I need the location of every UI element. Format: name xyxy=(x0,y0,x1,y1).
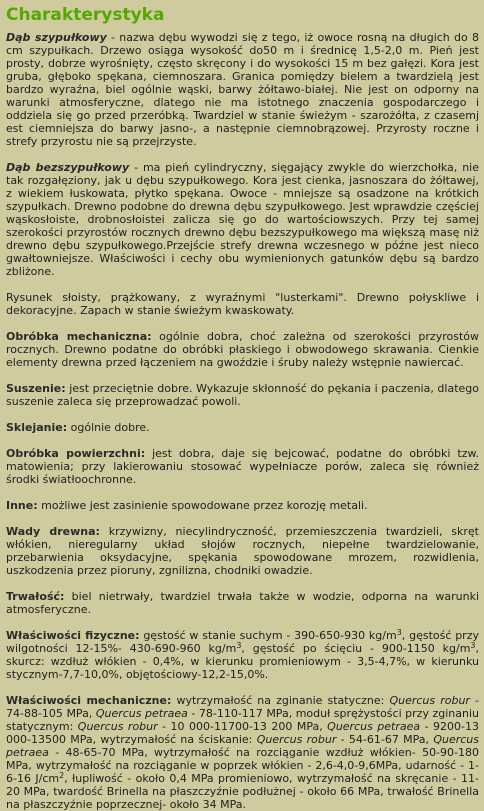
label-wlasciwosci-mechaniczne: Właściwości mechaniczne: xyxy=(6,694,172,707)
text-run: - 48-65-70 MPa, wytrzymałość na rozciąganie wzdłuż włókien- 50-90-180 MPa, wytrzymałość na rozciąganie w poprzek włókien - 2,6-4,0-9,6MPa, udarność - 1-6-16 J/cm xyxy=(6,746,479,785)
text-run: - 54-61-67 MPa, xyxy=(336,733,434,746)
paragraph-sklejanie xyxy=(6,421,479,434)
term-dab-bezszypulkowy: Dąb bezszypułkowy xyxy=(6,161,130,174)
paragraph-text: jest przeciętnie dobre. Wykazuje skłonność do pękania i paczenia, dlatego suszenie zaleca się przeprowadzać powoli. xyxy=(6,382,479,408)
species-name: Quercus robur xyxy=(389,694,470,707)
text-run: - 10 000-11700-13 200 MPa, xyxy=(157,720,328,733)
label-inne: Inne: xyxy=(6,499,38,512)
text-run: - 74-88-105 MPa, xyxy=(6,694,480,720)
label-obrobka-mechaniczna: Obróbka mechaniczna: xyxy=(6,330,152,343)
paragraph-dab-szypulkowy xyxy=(6,31,479,148)
paragraph-text: biel nietrwały, twardziel trwała także w wodzie, odporna na warunki atmosferyczne. xyxy=(6,590,479,616)
paragraph-text: - ma pień cylindryczny, sięgający zwykle do wierzchołka, nie tak rozgałęziony, jak u dębu szypułkowego. Kora jest cienka, jasnoszara do żółtawej, z wiekiem łuskowata, płytko spękana. Owoce - mniejsze są osadzone na krótkich szypułkach. Drewno podobne do drewna dębu szypułkowego. Jest wprawdzie częściej wąskosłoiste, drobnosłoistei zalicza się go do wartościowszych. Przy tej samej szerokości przyrostów rocznych drewno dębu bezszypułkowego ma większą masę niż drewno dębu szypułkowego.Przejście strefy drewna wczesnego w późne jest nieco gwałtowniejsze. Właściwości i cechy obu wymienionych gatunków dębu są bardzo zbliżone. xyxy=(6,161,479,278)
page-title: Charakterystyka xyxy=(6,5,165,25)
species-name: Quercus petraea xyxy=(6,733,479,759)
label-wady-drewna: Wady drewna: xyxy=(6,525,100,538)
text-run: , gęstość przy wilgotności 12-15%- 430-690-960 kg/m xyxy=(6,629,479,655)
species-name: Quercus petraea xyxy=(95,707,188,720)
text-run: - 78-110-117 MPa, moduł sprężystości przy zginaniu statycznym: xyxy=(6,707,479,733)
text-run: , łupliwość - około 0,4 MPa promieniowo, wytrzymałość na skręcanie - 11-20 MPa, twardość Brinella na płaszczyźnie podłużnej - około 66 MPa, trwałość Brinella na płaszczyźnie poprzecznej- około 34 MPa. xyxy=(6,772,479,811)
paragraph-obrobka-mechaniczna xyxy=(6,330,479,369)
species-name: Quercus robur xyxy=(256,733,337,746)
paragraph-text: krzywizny, niecylindryczność, przemieszczenia twardzieli, skręt włókien, nieregularny układ słojów rocznych, niepełne twardzielowanie, przebarwienia oksydacyjne, spękania spowodowane mrozem, rozwidlenia, uszkodzenia przez pioruny, zgnilizna, chodniki owadzie. xyxy=(6,525,479,577)
text-run: , skurcz: wzdłuż włókien - 0,4%, w kierunku promieniowym - 3,5-4,7%, w kierunku stycznym-7,7-10,0%, objętościowy-12,2-15,0%. xyxy=(6,642,479,681)
paragraph-dab-bezszypulkowy xyxy=(6,161,479,278)
superscript: 3 xyxy=(470,641,476,650)
species-name: Quercus petraea xyxy=(327,720,421,733)
paragraph-obrobka-powierzchni xyxy=(6,447,479,486)
paragraph-inne xyxy=(6,499,479,512)
paragraph-wady-drewna xyxy=(6,525,479,577)
paragraph-wlasciwosci-fizyczne xyxy=(6,629,479,681)
superscript: 3 xyxy=(396,628,402,637)
label-wlasciwosci-fizyczne: Właściwości fizyczne: xyxy=(6,629,140,642)
species-name: Quercus robur xyxy=(77,720,158,733)
text-run: wytrzymałość na zginanie statyczne: xyxy=(171,694,390,707)
paragraph-text: możliwe jest zasinienie spowodowane przez korozję metali. xyxy=(37,499,368,512)
label-obrobka-powierzchni: Obróbka powierzchni: xyxy=(6,447,146,460)
superscript: 3 xyxy=(236,641,242,650)
paragraph-text: ogólnie dobra, choć zależna od szerokości przyrostów rocznych. Drewno podatne do obróbki płaskiego i obwodowego skrawania. Cienkie elementy drewna przed łączeniem na gwoździe i śruby należy wstępnie nawiercać. xyxy=(6,330,479,369)
paragraph-trwalosc xyxy=(6,590,479,616)
paragraph-rysunek: Rysunek słoisty, prążkowany, z wyraźnymi "lusterkami". Drewno połyskliwe i dekoracyjne. Zapach w stanie świeżym kwaskowaty. xyxy=(6,291,479,317)
text-run: , gęstość po ścięciu - 900-1150 kg/m xyxy=(241,642,471,655)
paragraph-suszenie xyxy=(6,382,479,408)
label-trwalosc: Trwałość: xyxy=(6,590,65,603)
text-run: - 9200-13 000-13500 MPa, wytrzymałość na ściskanie: xyxy=(6,720,479,746)
superscript: 2 xyxy=(59,771,65,780)
paragraph-text: - nazwa dębu wywodzi się z tego, iż owoce rosną na długich do 8 cm szypułkach. Drzewo osiąga wysokość do50 m i średnicę 1,5-2,0 m. Pień jest prosty, dobrze wyrośnięty, często skręcony i do wysokości 15 m bez gałęzi. Kora jest gruba, głęboko spękana, ciemnoszara. Granica pomiędzy bielem a twardzielą jest bardzo wyraźna, biel ogólnie wąski, barwy żółtawo-białej. Nie jest on odporny na warunki atmosferyczne, dlatego nie ma istotnego znaczenia gospodarczego i oddziela się go przed przeróbką. Twardziel w stanie świeżym - szarożółta, z czasemj est ciemniejsza do barwy jasno-, a następnie ciemnobrązowej. Przyrosty roczne i strefy przyrostu nie są przejrzyste. xyxy=(6,31,479,148)
term-dab-szypulkowy: Dąb szypułkowy xyxy=(6,31,107,44)
paragraph-text: ogólnie dobre. xyxy=(67,421,150,434)
label-sklejanie: Sklejanie: xyxy=(6,421,68,434)
text-run: gęstość w stanie suchym - 390-650-930 kg/m xyxy=(139,629,397,642)
paragraph-text: jest dobra, daje się bejcować, podatne do obróbki tzw. matowienia; przy lakierowaniu stosować wypełniacze porów, zaleca się również środki światłoochronne. xyxy=(6,447,479,486)
label-suszenie: Suszenie: xyxy=(6,382,66,395)
paragraph-wlasciwosci-mechaniczne xyxy=(6,694,479,811)
